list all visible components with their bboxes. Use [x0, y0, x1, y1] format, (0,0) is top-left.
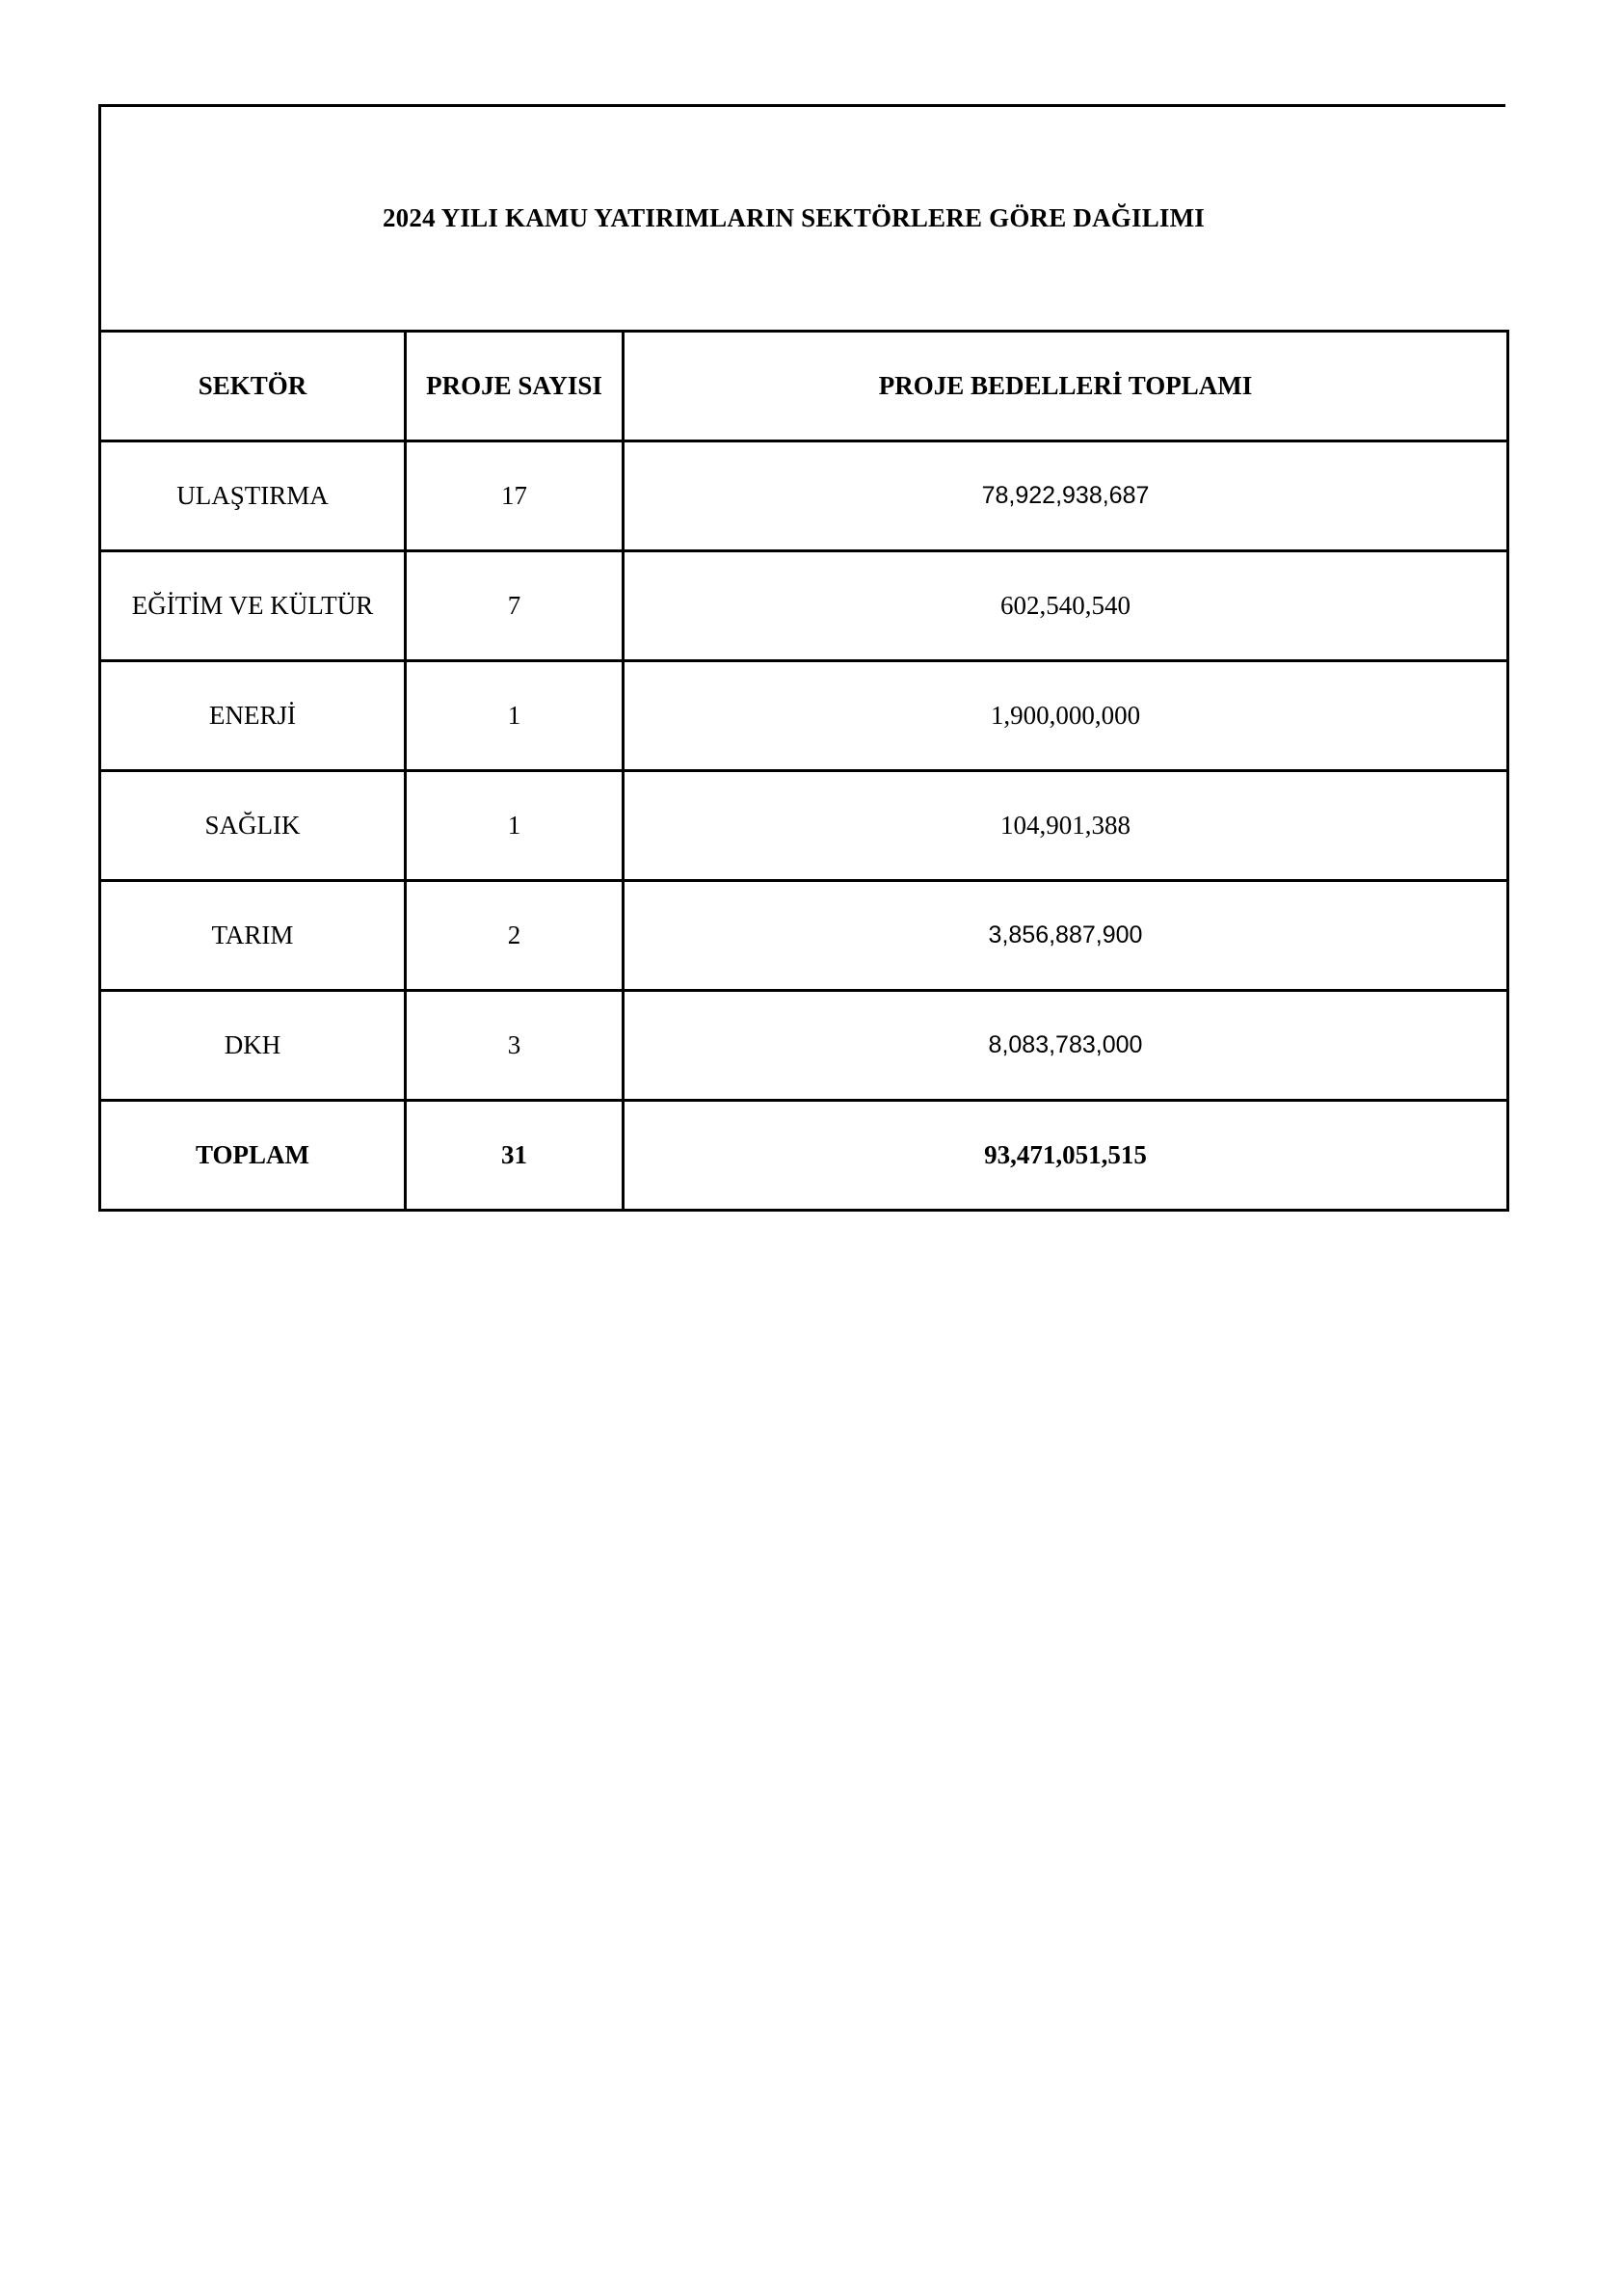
table-row	[100, 771, 1508, 881]
cell-total: 78,922,938,687	[624, 441, 1508, 551]
cell-count: 2	[406, 881, 624, 991]
table-row	[100, 881, 1508, 991]
table-header-row	[100, 332, 1508, 441]
cell-sector: ENERJİ	[100, 661, 406, 771]
cell-count: 1	[406, 661, 624, 771]
cell-sector: TARIM	[100, 881, 406, 991]
cell-sector: SAĞLIK	[100, 771, 406, 881]
table-row	[100, 991, 1508, 1101]
cell-sector: ULAŞTIRMA	[100, 441, 406, 551]
cell-sector: EĞİTİM VE KÜLTÜR	[100, 551, 406, 661]
total-label: TOPLAM	[100, 1101, 406, 1211]
cell-total: 1,900,000,000	[624, 661, 1508, 771]
cell-total: 602,540,540	[624, 551, 1508, 661]
title-box	[98, 104, 1505, 330]
cell-sector: DKH	[100, 991, 406, 1101]
total-count: 31	[406, 1101, 624, 1211]
table-row	[100, 441, 1508, 551]
cell-total: 104,901,388	[624, 771, 1508, 881]
sector-investment-table	[98, 330, 1509, 1212]
table-total-row	[100, 1101, 1508, 1211]
table-row	[100, 551, 1508, 661]
total-amount: 93,471,051,515	[624, 1101, 1508, 1211]
header-project-count: PROJE SAYISI	[406, 332, 624, 441]
table-row	[100, 661, 1508, 771]
header-project-total: PROJE BEDELLERİ TOPLAMI	[624, 332, 1508, 441]
cell-count: 3	[406, 991, 624, 1101]
cell-count: 7	[406, 551, 624, 661]
header-sector: SEKTÖR	[100, 332, 406, 441]
cell-total: 8,083,783,000	[624, 991, 1508, 1101]
cell-count: 17	[406, 441, 624, 551]
document-title: 2024 YILI KAMU YATIRIMLARIN SEKTÖRLERE GÖRE DAĞILIMI	[382, 203, 1206, 232]
cell-total: 3,856,887,900	[624, 881, 1508, 991]
cell-count: 1	[406, 771, 624, 881]
